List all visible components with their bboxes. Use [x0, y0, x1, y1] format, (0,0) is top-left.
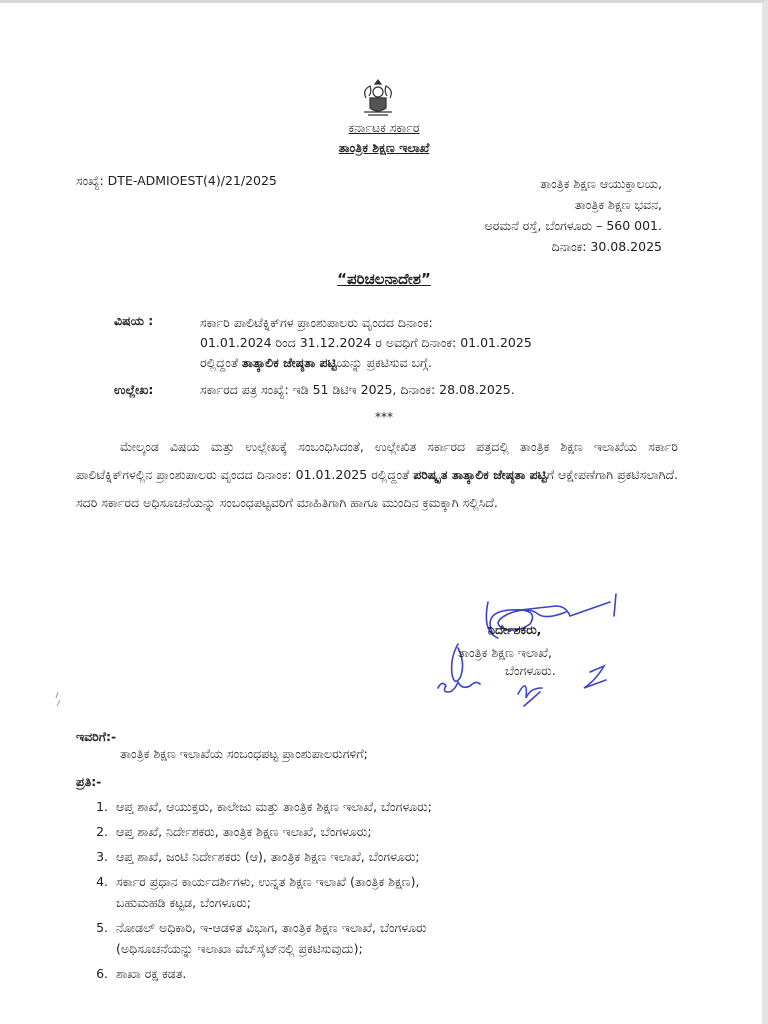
- scan-mark: [52, 690, 64, 710]
- list-item-line: (ಅಧಿಸೂಚನೆಯನ್ನು ಇಲಾಖಾ ವೆಬ್‌ಸೈಟ್‌ನಲ್ಲಿ ಪ್ರಕಟಿಸುವುದು);: [116, 941, 363, 956]
- list-item: [112, 917, 704, 959]
- date-line: ದಿನಾಂಕ: 30.08.2025: [551, 239, 662, 254]
- signatory-title: ನಿರ್ದೇಶಕರು,: [488, 622, 542, 637]
- document-title: “ಪರಿಚಲನಾದೇಶ”: [337, 270, 431, 288]
- body-text: ಗೆ ಆಕ್ಷೇಪಣೆಗಾಗಿ ಪ್ರಕಟಿಸಲಾಗಿದೆ. ಸದರಿ ಸರ್ಕಾರದ ಅಧಿಸೂಚನೆಯನ್ನು ಸಂಬಂಧಪಟ್ಟವರಿಗೆ ಮಾಹಿತಿಗಾಗಿ ಹಾಗೂ ಮುಂದಿನ ಕ್ರಮಕ್ಕಾಗಿ ಸಲ್ಲಿಸಿದೆ.: [76, 467, 679, 510]
- list-item-line: ಬಹುಮಹಡಿ ಕಟ್ಟಡ, ಬೆಂಗಳೂರು;: [116, 895, 251, 910]
- subject-text-part: ಯನ್ನು ಪ್ರಕಟಿಸುವ ಬಗ್ಗೆ.: [336, 355, 432, 370]
- subject-line: ಸರ್ಕಾರಿ ಪಾಲಿಟೆಕ್ನಿಕ್‌ಗಳ ಪ್ರಾಂಶುಪಾಲರು ವೃಂದದ ದಿನಾಂಕ:: [200, 315, 433, 330]
- subject-bold-part: ತಾತ್ಕಾಲಿಕ ಜೇಷ್ಠತಾ ಪಟ್ಟಿ: [241, 355, 337, 370]
- recipients-label: ಇವರಿಗೆ:-: [76, 729, 117, 744]
- subject-text-part: ರಲ್ಲಿದ್ದಂತೆ: [200, 355, 242, 370]
- address-line: ತಾಂತ್ರಿಕ ಶಿಕ್ಷಣ ಆಯುಕ್ತಾಲಯ,: [540, 176, 662, 191]
- recipients-text: ತಾಂತ್ರಿಕ ಶಿಕ್ಷಣ ಇಲಾಖೆಯ ಸಂಬಂಧಪಟ್ಟ ಪ್ರಾಂಶುಪಾಲರುಗಳಿಗೆ;: [120, 746, 368, 761]
- list-item-line: 4. ಸರ್ಕಾರ ಪ್ರಧಾನ ಕಾರ್ಯದರ್ಶಿಗಳು, ಉನ್ನತ ಶಿಕ್ಷಣ ಇಲಾಖೆ (ತಾಂತ್ರಿಕ ಶಿಕ್ಷಣ),: [116, 874, 420, 889]
- office-address: [485, 173, 662, 257]
- list-item: 2. ಆಪ್ತ ಶಾಖೆ, ನಿರ್ದೇಶಕರು, ತಾಂತ್ರಿಕ ಶಿಕ್ಷಣ ಇಲಾಖೆ, ಬೆಂಗಳೂರು;: [112, 821, 704, 842]
- address-line: ಅರಮನೆ ರಸ್ತೆ, ಬೆಂಗಳೂರು – 560 001.: [484, 218, 662, 233]
- separator: ***: [375, 410, 393, 424]
- list-item: 3. ಆಪ್ತ ಶಾಖೆ, ಜಂಟಿ ನಿರ್ದೇಶಕರು (ಆ), ತಾಂತ್ರಿಕ ಶಿಕ್ಷಣ ಇಲಾಖೆ, ಬೆಂಗಳೂರು;: [112, 846, 704, 867]
- copies-list: [88, 796, 704, 988]
- signatory-city: ಬೆಂಗಳೂರು.: [505, 663, 556, 678]
- reference-text: ಸರ್ಕಾರದ ಪತ್ರ ಸಂಖ್ಯೆ: ಇಡಿ 51 ಡಿಟಿಇ 2025, ದಿನಾಂಕ: 28.08.2025.: [200, 382, 515, 397]
- subject-line: 01.01.2024 ರಿಂದ 31.12.2024 ರ ಅವಧಿಗೆ ದಿನಾಂಕ: 01.01.2025: [200, 335, 532, 350]
- reference-label: ಉಲ್ಲೇಖ:: [114, 382, 154, 397]
- list-item: [112, 871, 704, 913]
- body-paragraph: [76, 433, 678, 517]
- list-item: 6. ಶಾಖಾ ರಕ್ಷ ಕಡತ.: [112, 963, 704, 984]
- list-item-line: 5. ನೋಡಲ್ ಅಧಿಕಾರಿ, ಇ-ಆಡಳಿತ ವಿಭಾಗ, ತಾಂತ್ರಿಕ ಶಿಕ್ಷಣ ಇಲಾಖೆ, ಬೆಂಗಳೂರು: [116, 920, 427, 935]
- body-bold: ಪರಿಷ್ಕೃತ ತಾತ್ಕಾಲಿಕ ಜೇಷ್ಠತಾ ಪಟ್ಟಿ: [413, 467, 547, 482]
- department-name: ತಾಂತ್ರಿಕ ಶಿಕ್ಷಣ ಇಲಾಖೆ: [338, 140, 430, 155]
- address-line: ತಾಂತ್ರಿಕ ಶಿಕ್ಷಣ ಭವನ,: [574, 197, 662, 212]
- reference-number: ಸಂಖ್ಯೆ: DTE-ADMIOEST(4)/21/2025: [76, 173, 277, 188]
- subject-line: [200, 353, 652, 373]
- subject-text: [200, 313, 652, 373]
- body-text: ಮೇಲ್ಕಂಡ ವಿಷಯ ಮತ್ತು ಉಲ್ಲೇಖಕ್ಕೆ ಸಂಬಂಧಿಸಿದಂತೆ, ಉಲ್ಲೇಖಿತ ಸರ್ಕಾರದ ಪತ್ರದಲ್ಲಿ ತಾಂತ್ರಿಕ ಶಿಕ್ಷಣ ಇಲಾಖೆಯ ಸರ್ಕಾರಿ ಪಾಲಿಟೆಕ್ನಿಕ್‌ಗಳಲ್ಲಿನ ಪ್ರಾಂಶುಪಾಲರು ವೃಂದದ ದಿನಾಂಕ: 01.01.2025 ರಲ್ಲಿದ್ದಂತೆ: [76, 439, 678, 482]
- copies-label: ಪ್ರತಿ:-: [76, 774, 102, 789]
- government-name: ಕರ್ನಾಟಕ ಸರ್ಕಾರ: [348, 120, 420, 135]
- list-item: 1. ಆಪ್ತ ಶಾಖೆ, ಆಯುಕ್ತರು, ಕಾಲೇಜು ಮತ್ತು ತಾಂತ್ರಿಕ ಶಿಕ್ಷಣ ಇಲಾಖೆ, ಬೆಂಗಳೂರು;: [112, 796, 704, 817]
- karnataka-emblem-icon: [356, 78, 400, 118]
- signatory-department: ತಾಂತ್ರಿಕ ಶಿಕ್ಷಣ ಇಲಾಖೆ,: [458, 645, 552, 660]
- subject-label: ವಿಷಯ :: [114, 313, 154, 328]
